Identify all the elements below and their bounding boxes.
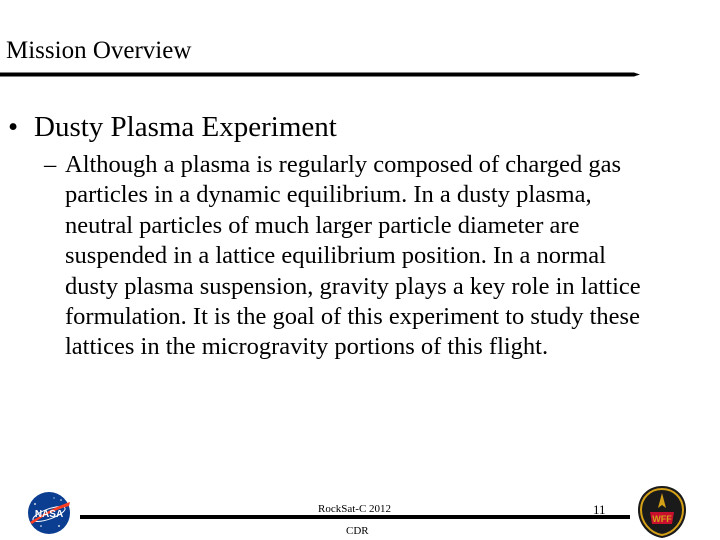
nasa-logo-icon [26,490,72,536]
nasa-logo-text: NASA [34,509,64,520]
footer-center-text: RockSat-C 2012 [318,503,392,515]
bullet-marker: • [8,111,19,143]
title-underline [0,72,640,77]
sub-bullet-marker: – [44,151,57,178]
main-bullet-text: Dusty Plasma Experiment [34,111,337,143]
wff-logo-text: WFF [652,514,672,524]
sub-bullet [44,150,644,363]
wff-logo-icon [636,484,688,540]
sub-bullet-text: Although a plasma is regularly composed of charged gas particles in a dynamic equilibrium. In a dusty plasma, neutral particles of much larger particle diameter are suspended in a lattice equilibrium position. In a normal dusty plasma suspension, gravity plays a key role in lattice formulation. It is the goal of this experiment to study these lattices in the microgravity portions of this flight. [65,151,641,361]
footer-cdr-text: CDR [346,525,369,537]
slide-title: Mission Overview [6,37,192,64]
main-bullet [8,109,337,145]
page-number: 11 [593,502,606,517]
